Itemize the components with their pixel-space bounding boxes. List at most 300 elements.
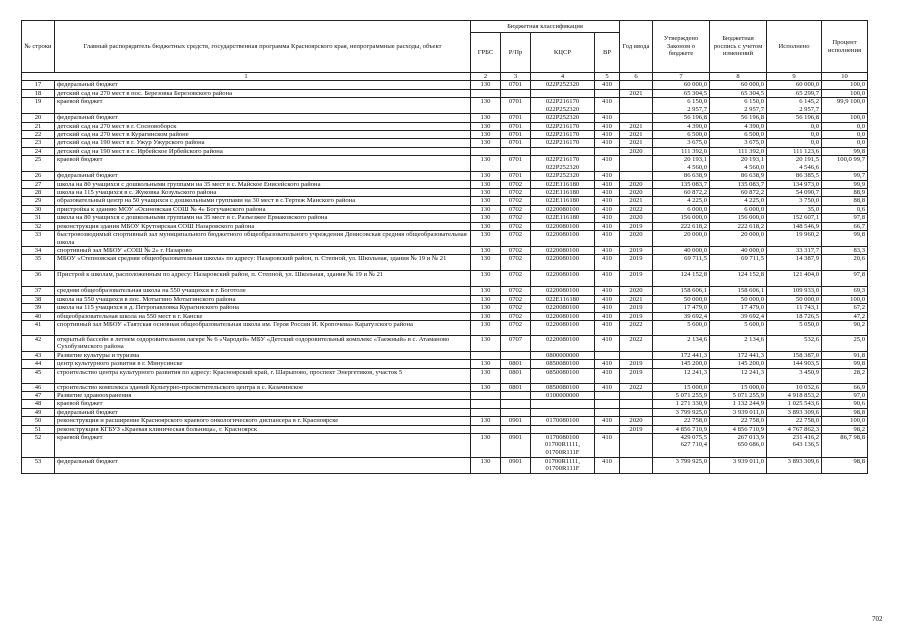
cell-name: детский сад на 190 мест в г. Ужур Ужурского района (55, 139, 471, 147)
cell-year: 2019 (620, 312, 653, 320)
cell-kcsr (531, 255, 595, 271)
table-row (22, 147, 868, 155)
table-row (22, 304, 868, 312)
cell-grbs: 130 (471, 131, 501, 139)
cell-kcsr (531, 89, 595, 97)
cell-vr: 410 (595, 139, 620, 147)
cell-rpr: 0702 (501, 180, 531, 188)
cell-percent: 97,8 (822, 271, 868, 287)
cell-kcsr (531, 320, 595, 335)
cell-kcsr (531, 312, 595, 320)
table-row (22, 189, 868, 197)
cell-done (767, 425, 822, 433)
cell-plan-line: 158 606,1 (737, 287, 764, 295)
cell-plan (710, 89, 767, 97)
cell-rpr: 0702 (501, 271, 531, 287)
cell-done-line: 4 767 862,3 (787, 425, 819, 433)
cell-name: федеральный бюджет (55, 408, 471, 416)
cell-kcsr-line: 022E116180 (545, 189, 580, 197)
cell-vr (595, 400, 620, 408)
cell-year: 2019 (620, 425, 653, 433)
cell-kcsr (531, 214, 595, 222)
cell-plan (710, 147, 767, 155)
cell-kcsr-line: 022P216170 (545, 131, 580, 139)
cell-kcsr-line: 022P216170 (545, 139, 580, 147)
cell-approved (653, 320, 710, 335)
cell-plan-line: 65 304,5 (740, 89, 764, 97)
cell-grbs: 130 (471, 458, 501, 474)
cell-vr: 410 (595, 246, 620, 254)
cell-approved (653, 214, 710, 222)
table-row (22, 295, 868, 303)
cell-row-number: 37 (22, 287, 55, 295)
cell-done-line: 231 416,2 (792, 434, 819, 441)
cell-vr (595, 408, 620, 416)
column-number: 9 (767, 73, 822, 81)
cell-done-line: 0,0 (810, 139, 819, 147)
cell-approved (653, 114, 710, 122)
cell-kcsr (531, 180, 595, 188)
cell-rpr: 0801 (501, 368, 531, 383)
cell-approved (653, 271, 710, 287)
cell-plan-line: 222 618,2 (737, 222, 764, 230)
cell-approved-line: 3 799 925,0 (675, 458, 707, 465)
cell-grbs: 130 (471, 205, 501, 213)
cell-kcsr (531, 122, 595, 130)
cell-year: 2019 (620, 271, 653, 287)
cell-plan (710, 400, 767, 408)
cell-plan (710, 391, 767, 399)
cell-kcsr-line: 01700R1111, (545, 441, 580, 449)
cell-approved-line: 60 000,0 (683, 81, 707, 89)
cell-name: краевой бюджет (55, 400, 471, 408)
cell-kcsr-line: 0220080100 (546, 287, 579, 295)
cell-kcsr-line: 0220080100 (546, 320, 579, 328)
cell-plan-line: 39 692,4 (740, 312, 764, 320)
cell-plan (710, 271, 767, 287)
cell-rpr: 0901 (501, 458, 531, 474)
cell-approved-line: 158 606,1 (680, 287, 707, 295)
cell-done-line: 109 933,0 (792, 287, 819, 295)
cell-grbs: 130 (471, 81, 501, 89)
cell-rpr: 0701 (501, 81, 531, 89)
cell-kcsr-line: 022P252320 (545, 81, 580, 89)
cell-done-line: 1 025 543,6 (787, 400, 819, 408)
cell-rpr (501, 391, 531, 399)
cell-year: 2021 (620, 197, 653, 205)
cell-vr: 410 (595, 335, 620, 351)
cell-name: спортивный зал МБОУ «Таятская основная общеобразовательная школа им. Героя России И. Кропочева» Каратузского района (55, 320, 471, 335)
cell-done-line: 2 957,7 (799, 105, 819, 113)
cell-grbs (471, 408, 501, 416)
cell-done-line: 643 136,5 (792, 441, 819, 449)
cell-plan-line: 50 000,0 (740, 295, 764, 303)
table-row (22, 417, 868, 425)
cell-grbs (471, 89, 501, 97)
cell-plan-line: 22 758,0 (740, 417, 764, 425)
header-plan: Бюджетная роспись с учетом изменений (710, 21, 767, 73)
column-number: 4 (531, 73, 595, 81)
cell-row-number: 51 (22, 425, 55, 433)
cell-grbs: 130 (471, 271, 501, 287)
cell-name: школа на 115 учащихся в с. Жуковка Козульского района (55, 189, 471, 197)
cell-grbs: 130 (471, 197, 501, 205)
cell-approved-line: 4 390,0 (687, 122, 707, 130)
cell-done-line: 121 404,0 (792, 271, 819, 279)
cell-approved-line: 5 071 255,9 (675, 391, 707, 399)
cell-done (767, 400, 822, 408)
cell-approved (653, 156, 710, 172)
cell-kcsr-line: 0220080100 (546, 271, 579, 279)
cell-plan-line: 2 134,6 (744, 335, 764, 343)
cell-vr: 410 (595, 172, 620, 180)
header-year: Год ввода (620, 21, 653, 73)
cell-percent: 90,6 (822, 400, 868, 408)
cell-approved-line: 1 271 330,9 (675, 400, 707, 408)
cell-rpr: 0702 (501, 197, 531, 205)
cell-approved-line: 124 152,8 (680, 271, 707, 279)
column-number: 10 (822, 73, 868, 81)
header-num: № строки (22, 21, 55, 73)
table-row (22, 81, 868, 89)
header-budget-classification: Бюджетная классификация (471, 21, 620, 33)
cell-name: школа на 115 учащихся в д. Петропавловка Курагинского района (55, 304, 471, 312)
cell-kcsr (531, 351, 595, 359)
cell-plan (710, 205, 767, 213)
column-number: 8 (710, 73, 767, 81)
cell-kcsr (531, 231, 595, 247)
cell-plan (710, 351, 767, 359)
cell-plan-line: 4 856 710,9 (732, 425, 764, 433)
cell-rpr: 0801 (501, 360, 531, 368)
cell-row-number: 42 (22, 335, 55, 351)
cell-plan (710, 189, 767, 197)
cell-approved (653, 222, 710, 230)
cell-done-line: 3 893 309,6 (787, 458, 819, 465)
cell-kcsr (531, 131, 595, 139)
cell-approved (653, 391, 710, 399)
cell-approved-line: 60 872,2 (683, 189, 707, 197)
cell-name: МБОУ «Степновская средняя общеобразовательная школа» по адресу: Назаровский район, п. Степной, ул. Школьная, здания № 19 и № 21 (55, 255, 471, 271)
cell-percent: 28,2 (822, 368, 868, 383)
table-row (22, 156, 868, 172)
cell-name: образовательный центр на 50 учащихся с дошкольными группами на 30 мест в с.Тертеж Манского района (55, 197, 471, 205)
cell-vr: 410 (595, 214, 620, 222)
cell-vr: 410 (595, 189, 620, 197)
cell-year: 2019 (620, 360, 653, 368)
cell-rpr: 0702 (501, 304, 531, 312)
cell-row-number: 34 (22, 246, 55, 254)
cell-year (620, 98, 653, 114)
cell-kcsr (531, 172, 595, 180)
table-row (22, 287, 868, 295)
cell-approved-line: 4 560,0 (687, 163, 707, 171)
cell-grbs: 130 (471, 139, 501, 147)
cell-percent: 20,6 (822, 255, 868, 271)
cell-rpr: 0702 (501, 295, 531, 303)
cell-kcsr (531, 335, 595, 351)
header-done: Исполнено (767, 21, 822, 73)
cell-name: Развитие здравоохранения (55, 391, 471, 399)
cell-approved-line: 4 225,0 (687, 197, 707, 205)
cell-row-number: 23 (22, 139, 55, 147)
cell-approved (653, 246, 710, 254)
cell-done (767, 458, 822, 474)
cell-year (620, 156, 653, 172)
cell-approved-line: 17 479,0 (683, 304, 707, 312)
cell-plan-line: 124 152,8 (737, 271, 764, 279)
cell-done (767, 246, 822, 254)
cell-kcsr (531, 425, 595, 433)
cell-grbs: 130 (471, 360, 501, 368)
cell-done (767, 197, 822, 205)
cell-done-line: 56 196,8 (795, 114, 819, 122)
cell-approved (653, 98, 710, 114)
cell-done (767, 320, 822, 335)
table-row (22, 205, 868, 213)
cell-vr: 410 (595, 114, 620, 122)
cell-vr: 410 (595, 383, 620, 391)
cell-grbs: 130 (471, 98, 501, 114)
cell-name: детский сад на 270 мест в г. Сосновоборск (55, 122, 471, 130)
cell-done (767, 304, 822, 312)
cell-row-number: 25 (22, 156, 55, 172)
cell-done-line: 22 758,0 (795, 417, 819, 425)
cell-grbs: 130 (471, 189, 501, 197)
cell-vr: 410 (595, 368, 620, 383)
cell-name: детский сад на 270 мест в Курагинском районе (55, 131, 471, 139)
table-row (22, 383, 868, 391)
cell-approved-line: 6 150,0 (687, 98, 707, 106)
cell-year (620, 114, 653, 122)
cell-rpr: 0701 (501, 114, 531, 122)
cell-row-number: 53 (22, 458, 55, 474)
cell-kcsr-line: 0850080100 (546, 360, 579, 368)
cell-rpr: 0702 (501, 320, 531, 335)
cell-approved-line: 3 799 925,0 (675, 408, 707, 416)
cell-plan (710, 246, 767, 254)
cell-plan (710, 114, 767, 122)
cell-grbs: 130 (471, 114, 501, 122)
table-row (22, 246, 868, 254)
cell-rpr: 0702 (501, 312, 531, 320)
cell-plan-line: 40 000,0 (740, 246, 764, 254)
cell-approved (653, 408, 710, 416)
cell-percent: 0,0 (822, 131, 868, 139)
cell-done (767, 131, 822, 139)
cell-plan-line: 650 686,0 (737, 441, 764, 449)
cell-approved (653, 131, 710, 139)
cell-kcsr (531, 139, 595, 147)
cell-approved-line: 2 957,7 (687, 105, 707, 113)
cell-vr (595, 89, 620, 97)
table-row (22, 400, 868, 408)
cell-vr: 410 (595, 304, 620, 312)
cell-grbs: 130 (471, 295, 501, 303)
cell-row-number: 47 (22, 391, 55, 399)
cell-vr: 410 (595, 360, 620, 368)
cell-kcsr-line: 0100000000 (546, 391, 579, 399)
table-row (22, 131, 868, 139)
cell-kcsr (531, 391, 595, 399)
cell-name: федеральный бюджет (55, 458, 471, 474)
cell-row-number: 22 (22, 131, 55, 139)
cell-rpr: 0702 (501, 246, 531, 254)
cell-grbs (471, 351, 501, 359)
cell-year: 2020 (620, 214, 653, 222)
cell-row-number: 45 (22, 368, 55, 383)
cell-name: краевой бюджет (55, 434, 471, 458)
cell-kcsr-line: 0800000000 (546, 351, 579, 359)
cell-vr: 410 (595, 81, 620, 89)
cell-approved-line: 4 856 710,9 (675, 425, 707, 433)
cell-grbs (471, 391, 501, 399)
cell-kcsr (531, 417, 595, 425)
cell-percent: 98,8 (822, 408, 868, 416)
cell-plan (710, 312, 767, 320)
cell-vr: 410 (595, 156, 620, 172)
cell-done-line: 10 032,6 (795, 383, 819, 391)
cell-done (767, 391, 822, 399)
cell-plan-line: 15 000,0 (740, 383, 764, 391)
cell-grbs: 130 (471, 255, 501, 271)
cell-kcsr-line: 0220080100 (546, 205, 579, 213)
cell-approved-line: 40 000,0 (683, 246, 707, 254)
cell-year (620, 351, 653, 359)
cell-name: федеральный бюджет (55, 172, 471, 180)
cell-grbs (471, 400, 501, 408)
cell-plan-line: 2 957,7 (744, 105, 764, 113)
cell-rpr (501, 351, 531, 359)
cell-done-line: 144 903,5 (792, 360, 819, 368)
cell-year: 2020 (620, 180, 653, 188)
cell-approved (653, 189, 710, 197)
table-row (22, 214, 868, 222)
cell-vr: 410 (595, 98, 620, 114)
cell-approved-line: 65 304,5 (683, 89, 707, 97)
cell-year: 2020 (620, 231, 653, 247)
cell-kcsr-line: 022P216170 (545, 98, 580, 106)
cell-approved (653, 197, 710, 205)
cell-grbs: 130 (471, 180, 501, 188)
column-number: 6 (620, 73, 653, 81)
cell-vr: 410 (595, 122, 620, 130)
cell-kcsr (531, 147, 595, 155)
cell-year: 2020 (620, 147, 653, 155)
cell-grbs (471, 147, 501, 155)
cell-done-line: 19 960,2 (795, 231, 819, 239)
cell-rpr (501, 400, 531, 408)
cell-approved (653, 180, 710, 188)
cell-done (767, 180, 822, 188)
cell-kcsr (531, 114, 595, 122)
cell-approved (653, 205, 710, 213)
cell-done (767, 139, 822, 147)
cell-percent: 99,9 (822, 180, 868, 188)
cell-rpr: 0702 (501, 214, 531, 222)
header-percent: Процент исполнения (822, 21, 868, 73)
cell-approved-line: 86 638,9 (683, 172, 707, 180)
cell-year: 2020 (620, 417, 653, 425)
cell-kcsr-line: 022E116180 (545, 180, 580, 188)
cell-grbs: 130 (471, 417, 501, 425)
cell-done-line: 3 450,9 (799, 368, 819, 376)
cell-done-line: 18 726,5 (795, 312, 819, 320)
header-vr: ВР (595, 33, 620, 73)
page-number: 702 (872, 615, 883, 623)
cell-percent: 100,0 (822, 295, 868, 303)
cell-plan-line: 60 872,2 (740, 189, 764, 197)
cell-year: 2019 (620, 222, 653, 230)
cell-name: краевой бюджет (55, 156, 471, 172)
cell-done (767, 189, 822, 197)
cell-done (767, 335, 822, 351)
cell-approved-line: 145 200,0 (680, 360, 707, 368)
cell-name: реконструкция КГБУЗ «Краевая клиническая больница», г. Красноярск (55, 425, 471, 433)
budget-table (21, 20, 868, 474)
cell-done-line: 11 743,1 (796, 304, 819, 312)
cell-approved (653, 434, 710, 458)
cell-done (767, 351, 822, 359)
cell-row-number: 48 (22, 400, 55, 408)
cell-vr: 410 (595, 231, 620, 247)
cell-vr: 410 (595, 320, 620, 335)
cell-done-line: 54 090,7 (795, 189, 819, 197)
cell-vr: 410 (595, 205, 620, 213)
cell-kcsr-line: 022E116180 (545, 197, 580, 205)
cell-plan (710, 139, 767, 147)
cell-percent: 99,8 (822, 147, 868, 155)
table-row (22, 425, 868, 433)
cell-name: общеобразовательная школа на 550 мест в г. Канске (55, 312, 471, 320)
cell-row-number: 29 (22, 197, 55, 205)
cell-approved-line: 6 500,0 (687, 131, 707, 139)
cell-row-number: 17 (22, 81, 55, 89)
cell-approved-line: 20 193,1 (683, 156, 707, 164)
cell-year: 2021 (620, 131, 653, 139)
cell-grbs: 130 (471, 231, 501, 247)
cell-row-number: 18 (22, 89, 55, 97)
cell-name: строительство комплекса зданий Культурно-просветительского центра в с. Казачинское (55, 383, 471, 391)
cell-name: быстровозводимый спортивный зал муниципального бюджетного общеобразовательного учреждения Денисовская средняя общеобразовательная школа (55, 231, 471, 247)
cell-done (767, 383, 822, 391)
cell-done (767, 147, 822, 155)
table-row (22, 139, 868, 147)
cell-kcsr-line: 022P252320 (545, 172, 580, 180)
table-row (22, 180, 868, 188)
cell-done-line: 134 973,0 (792, 180, 819, 188)
cell-name: строительство центра культурного развития по адресу: Красноярский край, г. Шарыпово, проспект Энергетиков, участок 5 (55, 368, 471, 383)
cell-plan (710, 417, 767, 425)
cell-kcsr (531, 98, 595, 114)
cell-kcsr (531, 304, 595, 312)
cell-kcsr-line: 022P252320 (545, 105, 580, 113)
cell-name: детский сад на 270 мест в пос. Березовка Березовского района (55, 89, 471, 97)
cell-done-line: 0,0 (810, 131, 819, 139)
cell-vr: 410 (595, 180, 620, 188)
cell-rpr: 0801 (501, 383, 531, 391)
cell-rpr: 0701 (501, 172, 531, 180)
cell-plan-line: 3 675,0 (744, 139, 764, 147)
cell-plan (710, 368, 767, 383)
cell-year: 2019 (620, 368, 653, 383)
cell-vr: 410 (595, 222, 620, 230)
cell-done (767, 434, 822, 458)
cell-percent: 47,2 (822, 312, 868, 320)
cell-percent: 66,7 (822, 222, 868, 230)
cell-grbs: 130 (471, 368, 501, 383)
cell-done-line: 3 750,0 (799, 197, 819, 205)
